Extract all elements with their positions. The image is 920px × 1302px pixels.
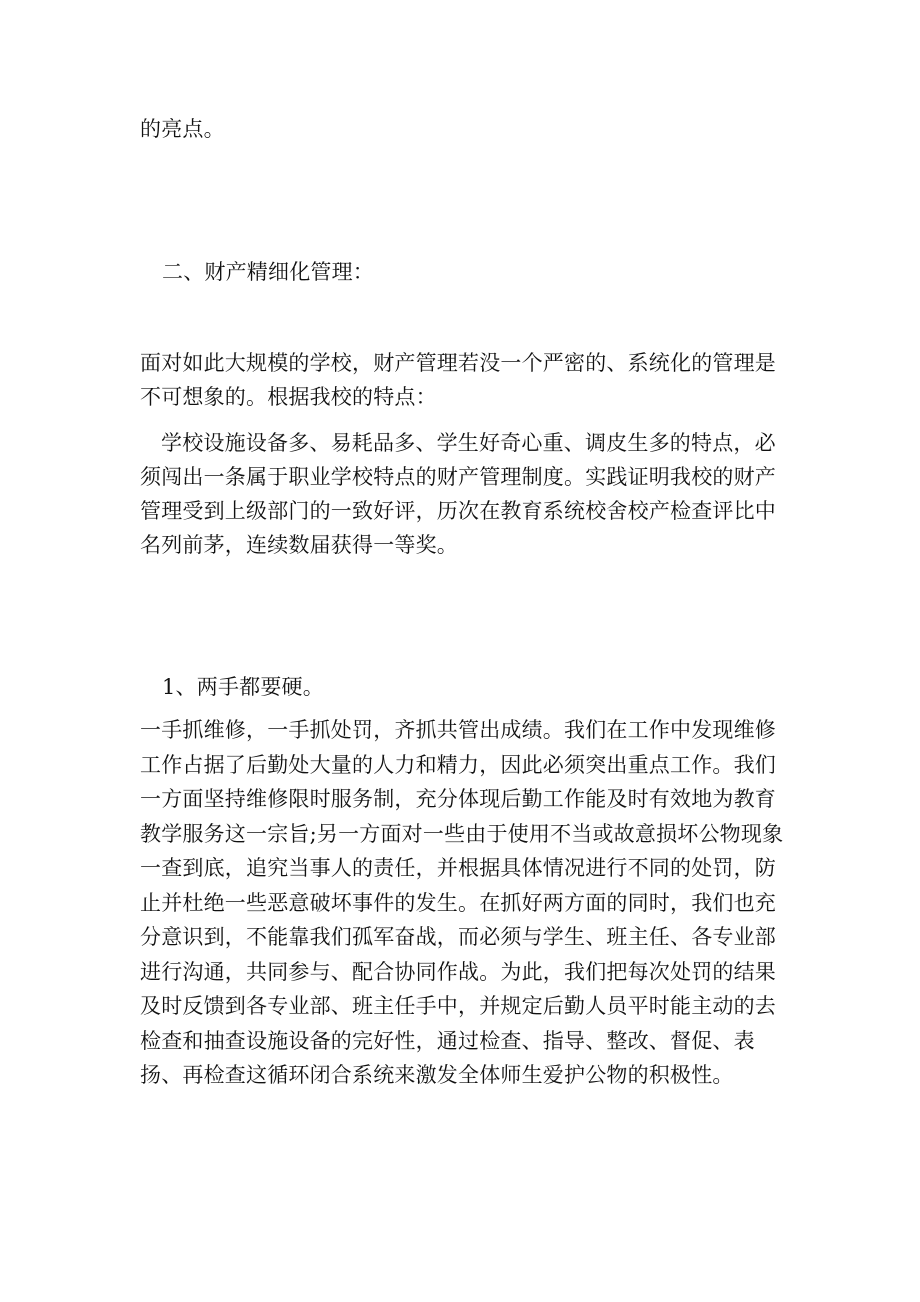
section-heading: 二、财产精细化管理： [162, 260, 374, 284]
paragraph-intro: 面对如此大规模的学校，财产管理若没一个严密的、系统化的管理是不可想象的。根据我校的特点： [140, 351, 776, 409]
paragraph-features: 学校设施设备多、易耗品多、学生好奇心重、调皮生多的特点，必须闯出一条属于职业学校特点的财产管理制度。实践证明我校的财产管理受到上级部门的一致好评，历次在教育系统校舍校产检查评比中名列前茅，连续数届获得一等奖。 [140, 431, 776, 557]
subsection-heading: 1、两手都要硬。 [162, 675, 324, 699]
paragraph-body: 一手抓维修，一手抓处罚，齐抓共管出成绩。我们在工作中发现维修工作占据了后勤处大量的人力和精力，因此必须突出重点工作。我们一方面坚持维修限时服务制，充分体现后勤工作能及时有效地为教育教学服务这一宗旨;另一方面对一些由于使用不当或故意损坏公物现象一查到底，追究当事人的责任，并根据具体情况进行不同的处罚，防止并杜绝一些恶意破坏事件的发生。在抓好两方面的同时，我们也充分意识到，不能靠我们孤军奋战，而必须与学生、班主任、各专业部进行沟通，共同参与、配合协同作战。为此，我们把每次处罚的结果及时反馈到各专业部、班主任手中，并规定后勤人员平时能主动的去检查和抽查设施设备的完好性，通过检查、指导、整改、督促、表扬、再检查这循环闭合系统来激发全体师生爱护公物的积极性。 [140, 718, 784, 1087]
paragraph-continuation: 的亮点。 [140, 117, 225, 141]
